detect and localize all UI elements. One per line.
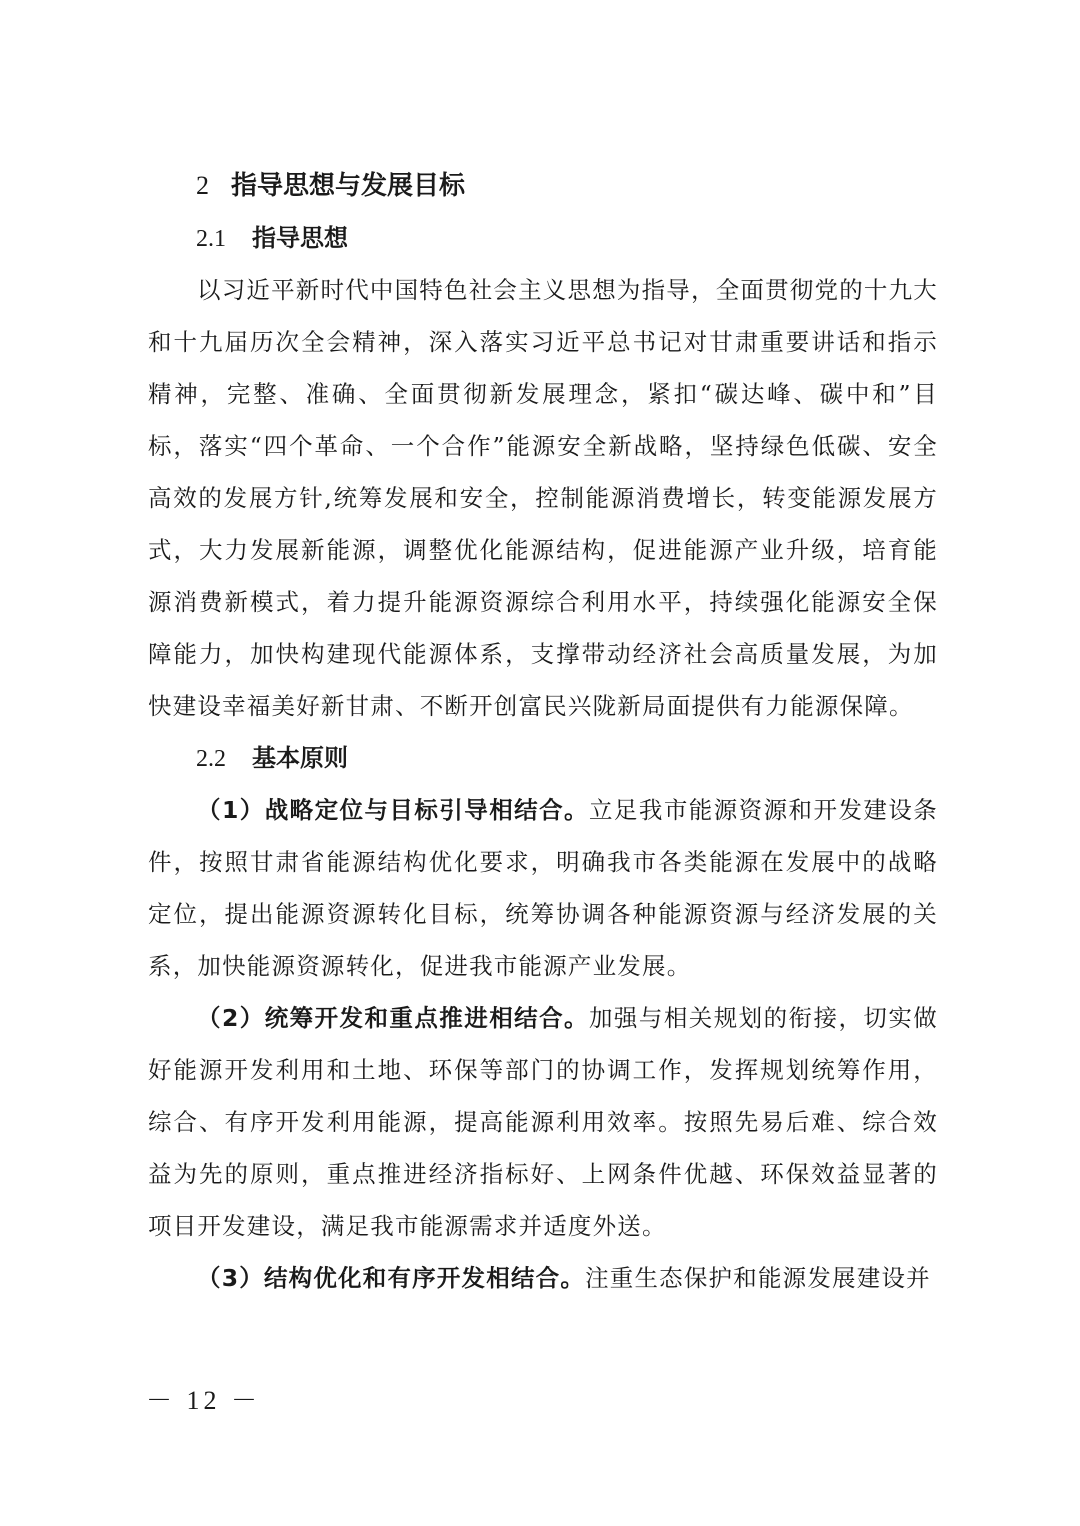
principle-text: 注重生态保护和能源发展建设并	[585, 1264, 931, 1292]
subsection-title: 指导思想	[252, 224, 348, 252]
principle-lead: （1）战略定位与目标引导相结合。	[197, 796, 589, 824]
principle-lead: （2）统筹开发和重点推进相结合。	[197, 1004, 589, 1032]
document-page	[148, 160, 938, 1304]
principle-text: 加强与相关规划的衔接，切实做好能源开发利用和土地、环保等部门的协调工作，发挥规划统筹作用，综合、有序开发利用能源，提高能源利用效率。按照先易后难、综合效益为先的原则，重点推进经济指标好、上网条件优越、环保效益显著的项目开发建设，满足我市能源需求并适度外送。	[148, 1004, 938, 1240]
principle-paragraph-2	[148, 992, 938, 1252]
subsection-heading-2-1	[196, 212, 938, 264]
guiding-ideology-paragraph: 以习近平新时代中国特色社会主义思想为指导，全面贯彻党的十九大和十九届历次全会精神，深入落实习近平总书记对甘肃重要讲话和指示精神，完整、准确、全面贯彻新发展理念，紧扣“碳达峰、碳中和”目标，落实“四个革命、一个合作”能源安全新战略，坚持绿色低碳、安全高效的发展方针,统筹发展和安全，控制能源消费增长，转变能源发展方式，大力发展新能源，调整优化能源结构，促进能源产业升级，培育能源消费新模式，着力提升能源资源综合利用水平，持续强化能源安全保障能力，加快构建现代能源体系，支撑带动经济社会高质量发展，为加快建设幸福美好新甘肃、不断开创富民兴陇新局面提供有力能源保障。	[148, 276, 938, 720]
principle-paragraph-1	[148, 784, 938, 992]
subsection-title: 基本原则	[252, 744, 348, 772]
page-number: － 12 －	[146, 1386, 262, 1415]
principle-text: 立足我市能源资源和开发建设条件，按照甘肃省能源结构优化要求，明确我市各类能源在发展中的战略定位，提出能源资源转化目标，统筹协调各种能源资源与经济发展的关系，加快能源资源转化，促进我市能源产业发展。	[148, 796, 938, 980]
subsection-number: 2.2	[196, 746, 226, 772]
principle-lead: （3）结构优化和有序开发相结合。	[197, 1264, 586, 1292]
principle-paragraph-3	[148, 1252, 938, 1304]
section-title: 指导思想与发展目标	[231, 171, 466, 201]
section-heading	[196, 160, 938, 212]
subsection-heading-2-2	[196, 732, 938, 784]
subsection-number: 2.1	[196, 226, 226, 252]
section-number: 2	[196, 171, 209, 200]
